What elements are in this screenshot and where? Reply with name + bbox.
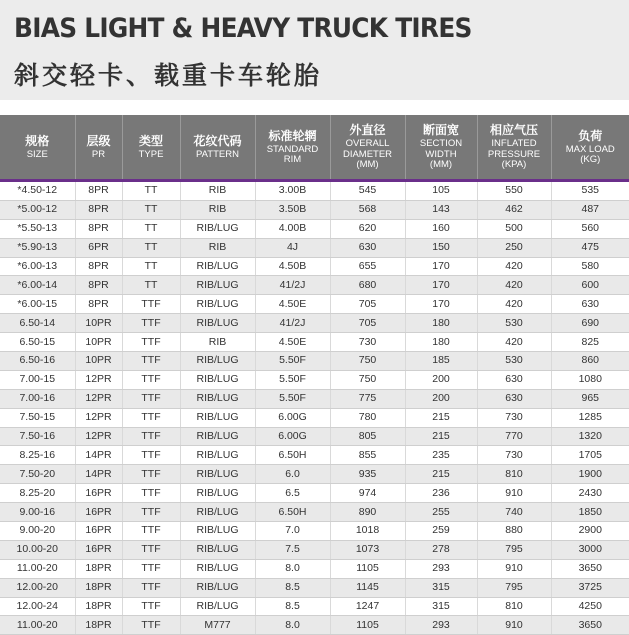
cell-overall-diameter: 545 <box>330 181 405 201</box>
cell-section-width: 293 <box>405 616 477 635</box>
tire-spec-table <box>0 115 629 635</box>
cell-type: TTF <box>122 408 180 427</box>
cell-inflated-pressure: 795 <box>477 578 551 597</box>
cell-inflated-pressure: 810 <box>477 465 551 484</box>
cell-type: TTF <box>122 522 180 541</box>
cell-type: TTF <box>122 484 180 503</box>
cell-standard-rim: 8.5 <box>255 578 330 597</box>
cell-pattern: RIB/LUG <box>180 219 255 238</box>
column-header-en: MAX LOAD (KG) <box>565 143 615 165</box>
column-header-pr <box>75 115 122 181</box>
cell-max-load: 475 <box>551 238 629 257</box>
table-row <box>0 503 629 522</box>
cell-type: TT <box>122 200 180 219</box>
cell-pr: 10PR <box>75 314 122 333</box>
cell-overall-diameter: 805 <box>330 427 405 446</box>
cell-inflated-pressure: 462 <box>477 200 551 219</box>
cell-overall-diameter: 705 <box>330 314 405 333</box>
cell-inflated-pressure: 420 <box>477 333 551 352</box>
cell-section-width: 105 <box>405 181 477 201</box>
column-header-inflated-pressure <box>477 115 551 181</box>
cell-type: TTF <box>122 333 180 352</box>
cell-max-load: 3650 <box>551 559 629 578</box>
cell-overall-diameter: 780 <box>330 408 405 427</box>
cell-pattern: RIB/LUG <box>180 540 255 559</box>
cell-pr: 8PR <box>75 219 122 238</box>
cell-inflated-pressure: 630 <box>477 389 551 408</box>
cell-inflated-pressure: 730 <box>477 408 551 427</box>
cell-pr: 8PR <box>75 276 122 295</box>
cell-max-load: 1705 <box>551 446 629 465</box>
cell-inflated-pressure: 740 <box>477 503 551 522</box>
table-row <box>0 200 629 219</box>
cell-max-load: 1320 <box>551 427 629 446</box>
table-row <box>0 597 629 616</box>
cell-section-width: 180 <box>405 333 477 352</box>
cell-pr: 16PR <box>75 522 122 541</box>
cell-max-load: 2900 <box>551 522 629 541</box>
table-row <box>0 295 629 314</box>
cell-pattern: RIB/LUG <box>180 522 255 541</box>
cell-standard-rim: 4.50E <box>255 295 330 314</box>
cell-standard-rim: 6.50H <box>255 446 330 465</box>
column-header-en: SECTION WIDTH (MM) <box>419 138 463 171</box>
cell-pattern: RIB/LUG <box>180 465 255 484</box>
cell-overall-diameter: 655 <box>330 257 405 276</box>
cell-inflated-pressure: 550 <box>477 181 551 201</box>
cell-pr: 18PR <box>75 559 122 578</box>
cell-pattern: RIB/LUG <box>180 597 255 616</box>
cell-type: TTF <box>122 559 180 578</box>
cell-size: 7.50-15 <box>0 408 75 427</box>
cell-pattern: RIB <box>180 333 255 352</box>
cell-type: TTF <box>122 616 180 635</box>
cell-max-load: 535 <box>551 181 629 201</box>
cell-pattern: RIB/LUG <box>180 314 255 333</box>
cell-max-load: 825 <box>551 333 629 352</box>
cell-size: 7.50-20 <box>0 465 75 484</box>
table-row <box>0 219 629 238</box>
cell-inflated-pressure: 730 <box>477 446 551 465</box>
cell-max-load: 2430 <box>551 484 629 503</box>
column-header-en: OVERALL DIAMETER (MM) <box>342 138 393 171</box>
table-row <box>0 276 629 295</box>
cell-max-load: 4250 <box>551 597 629 616</box>
cell-size: 8.25-16 <box>0 446 75 465</box>
cell-size: *4.50-12 <box>0 181 75 201</box>
column-header-cn: 层级 <box>86 133 111 148</box>
cell-size: 7.50-16 <box>0 427 75 446</box>
table-row <box>0 408 629 427</box>
cell-standard-rim: 5.50F <box>255 389 330 408</box>
cell-standard-rim: 41/2J <box>255 276 330 295</box>
cell-type: TTF <box>122 427 180 446</box>
cell-size: *6.00-15 <box>0 295 75 314</box>
cell-type: TTF <box>122 503 180 522</box>
table-row <box>0 389 629 408</box>
cell-overall-diameter: 620 <box>330 219 405 238</box>
cell-pattern: RIB/LUG <box>180 389 255 408</box>
cell-standard-rim: 5.50F <box>255 370 330 389</box>
cell-pattern: RIB <box>180 181 255 201</box>
cell-pattern: RIB/LUG <box>180 257 255 276</box>
cell-section-width: 315 <box>405 597 477 616</box>
cell-standard-rim: 6.00G <box>255 427 330 446</box>
table-row <box>0 484 629 503</box>
cell-overall-diameter: 630 <box>330 238 405 257</box>
cell-standard-rim: 7.0 <box>255 522 330 541</box>
cell-max-load: 630 <box>551 295 629 314</box>
cell-overall-diameter: 935 <box>330 465 405 484</box>
cell-pr: 10PR <box>75 333 122 352</box>
column-header-en: INFLATED PRESSURE (KPA) <box>487 138 541 171</box>
cell-pr: 8PR <box>75 295 122 314</box>
cell-max-load: 1900 <box>551 465 629 484</box>
cell-pattern: RIB/LUG <box>180 408 255 427</box>
cell-max-load: 3650 <box>551 616 629 635</box>
cell-max-load: 3000 <box>551 540 629 559</box>
table-row <box>0 427 629 446</box>
cell-section-width: 160 <box>405 219 477 238</box>
cell-overall-diameter: 775 <box>330 389 405 408</box>
cell-overall-diameter: 890 <box>330 503 405 522</box>
cell-type: TTF <box>122 352 180 371</box>
cell-size: 6.50-16 <box>0 352 75 371</box>
table-row <box>0 559 629 578</box>
cell-type: TTF <box>122 295 180 314</box>
title-banner <box>0 0 629 100</box>
column-header-section-width <box>405 115 477 181</box>
cell-size: 10.00-20 <box>0 540 75 559</box>
cell-inflated-pressure: 810 <box>477 597 551 616</box>
cell-section-width: 255 <box>405 503 477 522</box>
column-header-en: STANDARD RIM <box>266 143 319 165</box>
cell-overall-diameter: 1018 <box>330 522 405 541</box>
table-row <box>0 333 629 352</box>
cell-inflated-pressure: 500 <box>477 219 551 238</box>
cell-type: TT <box>122 219 180 238</box>
cell-inflated-pressure: 420 <box>477 276 551 295</box>
column-header-en: PATTERN <box>196 148 239 160</box>
cell-standard-rim: 7.5 <box>255 540 330 559</box>
cell-size: 6.50-14 <box>0 314 75 333</box>
cell-max-load: 1285 <box>551 408 629 427</box>
cell-pr: 8PR <box>75 200 122 219</box>
cell-pr: 16PR <box>75 540 122 559</box>
table-row <box>0 257 629 276</box>
table-row <box>0 616 629 635</box>
cell-pr: 16PR <box>75 503 122 522</box>
cell-section-width: 185 <box>405 352 477 371</box>
table-row <box>0 446 629 465</box>
cell-overall-diameter: 730 <box>330 333 405 352</box>
cell-size: *5.00-12 <box>0 200 75 219</box>
column-header-cn: 花纹代码 <box>193 133 242 148</box>
column-header-en: TYPE <box>138 148 164 160</box>
cell-inflated-pressure: 910 <box>477 559 551 578</box>
column-header-cn: 类型 <box>138 133 163 148</box>
cell-max-load: 3725 <box>551 578 629 597</box>
column-header-cn: 断面宽 <box>422 123 459 138</box>
table-row <box>0 578 629 597</box>
table-body <box>0 181 629 635</box>
cell-type: TT <box>122 257 180 276</box>
cell-pr: 6PR <box>75 238 122 257</box>
cell-max-load: 860 <box>551 352 629 371</box>
column-header-overall-diameter <box>330 115 405 181</box>
cell-section-width: 150 <box>405 238 477 257</box>
column-header-cn: 负荷 <box>578 128 603 143</box>
cell-pr: 12PR <box>75 370 122 389</box>
title-english: BIAS LIGHT & HEAVY TRUCK TIRES <box>14 13 472 44</box>
cell-type: TTF <box>122 446 180 465</box>
cell-size: 11.00-20 <box>0 616 75 635</box>
cell-section-width: 170 <box>405 295 477 314</box>
cell-standard-rim: 4J <box>255 238 330 257</box>
cell-max-load: 1850 <box>551 503 629 522</box>
table-header-row <box>0 115 629 181</box>
cell-pattern: RIB/LUG <box>180 276 255 295</box>
cell-type: TTF <box>122 578 180 597</box>
cell-max-load: 600 <box>551 276 629 295</box>
column-header-size <box>0 115 75 181</box>
cell-standard-rim: 8.0 <box>255 616 330 635</box>
cell-pattern: M777 <box>180 616 255 635</box>
cell-section-width: 143 <box>405 200 477 219</box>
cell-section-width: 235 <box>405 446 477 465</box>
cell-type: TTF <box>122 597 180 616</box>
cell-pr: 12PR <box>75 427 122 446</box>
cell-pr: 12PR <box>75 389 122 408</box>
cell-type: TT <box>122 238 180 257</box>
cell-standard-rim: 6.0 <box>255 465 330 484</box>
cell-inflated-pressure: 910 <box>477 484 551 503</box>
cell-max-load: 560 <box>551 219 629 238</box>
cell-size: 12.00-24 <box>0 597 75 616</box>
cell-pattern: RIB/LUG <box>180 446 255 465</box>
cell-size: *6.00-13 <box>0 257 75 276</box>
cell-size: 9.00-16 <box>0 503 75 522</box>
cell-pattern: RIB/LUG <box>180 352 255 371</box>
cell-pattern: RIB <box>180 200 255 219</box>
cell-overall-diameter: 680 <box>330 276 405 295</box>
cell-pattern: RIB/LUG <box>180 503 255 522</box>
cell-section-width: 315 <box>405 578 477 597</box>
cell-overall-diameter: 750 <box>330 370 405 389</box>
cell-pattern: RIB/LUG <box>180 427 255 446</box>
column-header-type <box>122 115 180 181</box>
cell-size: 12.00-20 <box>0 578 75 597</box>
cell-section-width: 170 <box>405 257 477 276</box>
cell-overall-diameter: 1105 <box>330 616 405 635</box>
cell-pr: 10PR <box>75 352 122 371</box>
cell-standard-rim: 8.0 <box>255 559 330 578</box>
cell-inflated-pressure: 530 <box>477 352 551 371</box>
cell-inflated-pressure: 770 <box>477 427 551 446</box>
cell-pr: 16PR <box>75 484 122 503</box>
cell-type: TTF <box>122 465 180 484</box>
cell-standard-rim: 41/2J <box>255 314 330 333</box>
cell-type: TT <box>122 276 180 295</box>
cell-size: *5.90-13 <box>0 238 75 257</box>
table-row <box>0 465 629 484</box>
table-row <box>0 238 629 257</box>
cell-pr: 8PR <box>75 181 122 201</box>
cell-standard-rim: 6.50H <box>255 503 330 522</box>
cell-pattern: RIB/LUG <box>180 295 255 314</box>
column-header-standard-rim <box>255 115 330 181</box>
cell-inflated-pressure: 530 <box>477 314 551 333</box>
cell-pattern: RIB/LUG <box>180 578 255 597</box>
cell-standard-rim: 3.50B <box>255 200 330 219</box>
table-row <box>0 314 629 333</box>
cell-section-width: 170 <box>405 276 477 295</box>
cell-type: TTF <box>122 389 180 408</box>
cell-type: TTF <box>122 540 180 559</box>
cell-pr: 12PR <box>75 408 122 427</box>
table-row <box>0 540 629 559</box>
cell-max-load: 580 <box>551 257 629 276</box>
cell-standard-rim: 3.00B <box>255 181 330 201</box>
cell-section-width: 215 <box>405 427 477 446</box>
cell-overall-diameter: 1105 <box>330 559 405 578</box>
cell-section-width: 236 <box>405 484 477 503</box>
cell-pattern: RIB/LUG <box>180 370 255 389</box>
cell-overall-diameter: 750 <box>330 352 405 371</box>
cell-max-load: 690 <box>551 314 629 333</box>
cell-overall-diameter: 1073 <box>330 540 405 559</box>
cell-overall-diameter: 855 <box>330 446 405 465</box>
cell-size: 11.00-20 <box>0 559 75 578</box>
column-header-en: PR <box>91 148 106 160</box>
table-row <box>0 370 629 389</box>
cell-standard-rim: 4.50E <box>255 333 330 352</box>
cell-overall-diameter: 705 <box>330 295 405 314</box>
cell-pr: 18PR <box>75 616 122 635</box>
cell-max-load: 965 <box>551 389 629 408</box>
cell-size: *5.50-13 <box>0 219 75 238</box>
cell-section-width: 200 <box>405 389 477 408</box>
cell-size: 8.25-20 <box>0 484 75 503</box>
cell-section-width: 293 <box>405 559 477 578</box>
column-header-pattern <box>180 115 255 181</box>
column-header-cn: 标准轮辋 <box>268 128 317 143</box>
cell-inflated-pressure: 880 <box>477 522 551 541</box>
cell-size: 6.50-15 <box>0 333 75 352</box>
cell-standard-rim: 5.50F <box>255 352 330 371</box>
cell-section-width: 259 <box>405 522 477 541</box>
cell-type: TT <box>122 181 180 201</box>
cell-standard-rim: 4.00B <box>255 219 330 238</box>
cell-overall-diameter: 1247 <box>330 597 405 616</box>
table-row <box>0 352 629 371</box>
cell-size: *6.00-14 <box>0 276 75 295</box>
spacer <box>0 100 629 115</box>
cell-type: TTF <box>122 314 180 333</box>
cell-pattern: RIB/LUG <box>180 484 255 503</box>
column-header-max-load <box>551 115 629 181</box>
title-chinese: 斜交轻卡、载重卡车轮胎 <box>14 61 323 90</box>
cell-inflated-pressure: 795 <box>477 540 551 559</box>
cell-type: TTF <box>122 370 180 389</box>
cell-section-width: 215 <box>405 465 477 484</box>
table-row <box>0 181 629 201</box>
cell-overall-diameter: 974 <box>330 484 405 503</box>
cell-pr: 18PR <box>75 597 122 616</box>
cell-pr: 18PR <box>75 578 122 597</box>
cell-inflated-pressure: 250 <box>477 238 551 257</box>
cell-overall-diameter: 1145 <box>330 578 405 597</box>
cell-inflated-pressure: 420 <box>477 295 551 314</box>
column-header-cn: 规格 <box>25 133 50 148</box>
column-header-cn: 外直径 <box>349 123 386 138</box>
cell-standard-rim: 6.5 <box>255 484 330 503</box>
cell-section-width: 215 <box>405 408 477 427</box>
table-row <box>0 522 629 541</box>
cell-pr: 14PR <box>75 465 122 484</box>
cell-standard-rim: 6.00G <box>255 408 330 427</box>
cell-pr: 14PR <box>75 446 122 465</box>
cell-size: 7.00-16 <box>0 389 75 408</box>
column-header-en: SIZE <box>26 148 48 160</box>
cell-inflated-pressure: 630 <box>477 370 551 389</box>
cell-section-width: 180 <box>405 314 477 333</box>
cell-max-load: 487 <box>551 200 629 219</box>
cell-size: 9.00-20 <box>0 522 75 541</box>
cell-pattern: RIB/LUG <box>180 559 255 578</box>
cell-section-width: 278 <box>405 540 477 559</box>
cell-inflated-pressure: 910 <box>477 616 551 635</box>
cell-max-load: 1080 <box>551 370 629 389</box>
cell-inflated-pressure: 420 <box>477 257 551 276</box>
cell-section-width: 200 <box>405 370 477 389</box>
cell-standard-rim: 8.5 <box>255 597 330 616</box>
cell-pattern: RIB <box>180 238 255 257</box>
column-header-cn: 相应气压 <box>489 123 538 138</box>
cell-pr: 8PR <box>75 257 122 276</box>
cell-standard-rim: 4.50B <box>255 257 330 276</box>
cell-overall-diameter: 568 <box>330 200 405 219</box>
cell-size: 7.00-15 <box>0 370 75 389</box>
